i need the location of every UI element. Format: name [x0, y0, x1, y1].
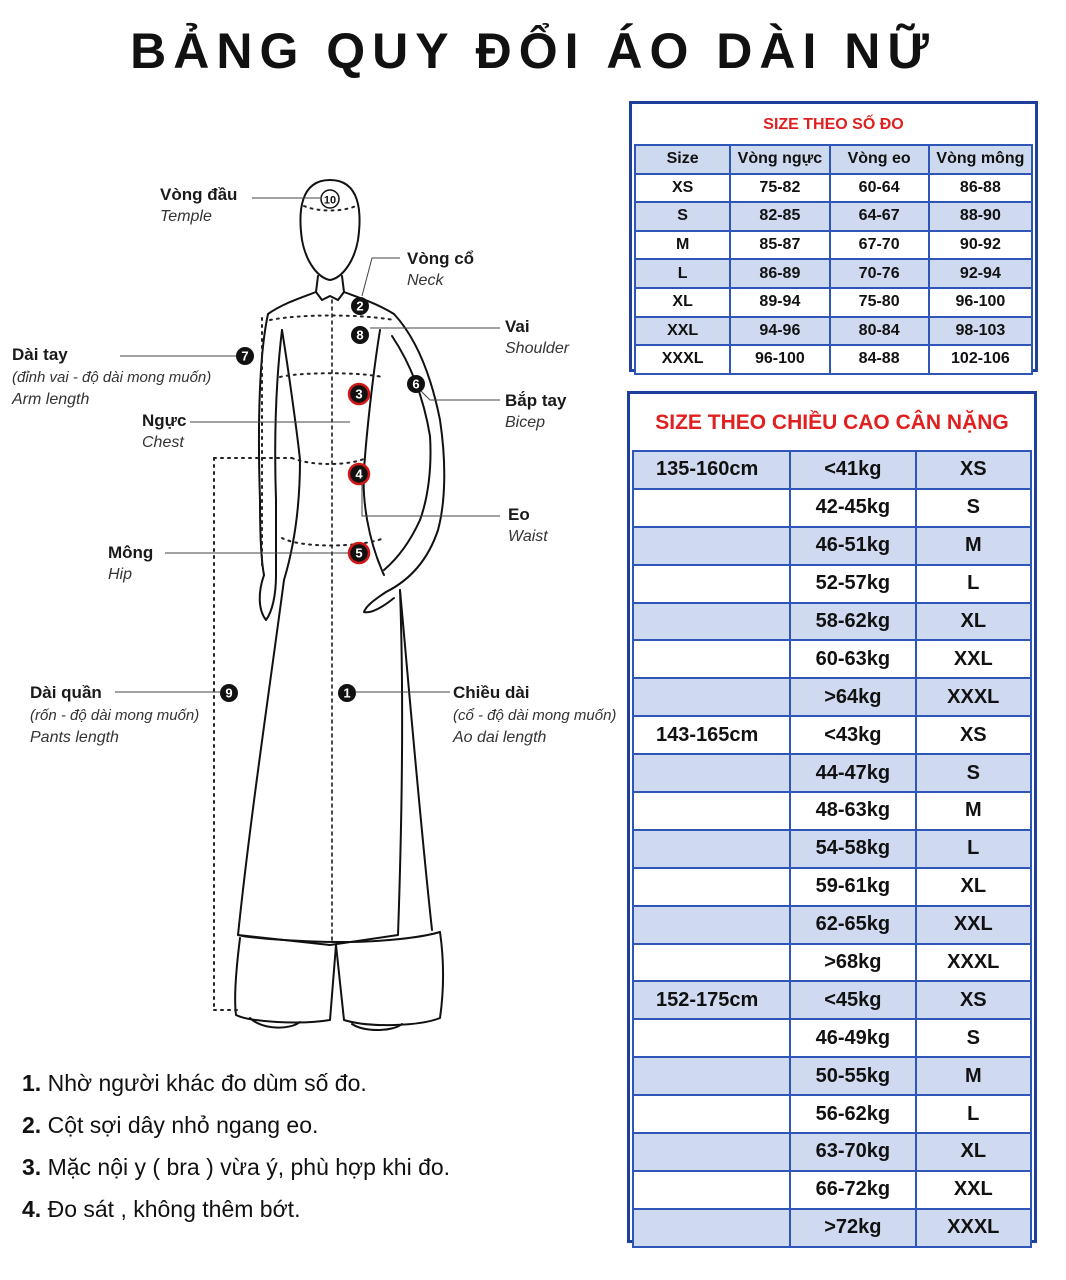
- instructions-list: [22, 1062, 612, 1230]
- header-waist: Vòng eo: [830, 145, 929, 174]
- svg-text:1: 1: [343, 685, 351, 701]
- table-cell: XL: [635, 288, 730, 317]
- table-row: [633, 640, 1031, 678]
- label-chest: Ngực Chest: [142, 411, 187, 451]
- svg-text:9: 9: [225, 685, 233, 701]
- instruction-item: 3. Mặc nội y ( bra ) vừa ý, phù hợp khi đo.: [22, 1154, 451, 1180]
- height-cell: [633, 1209, 790, 1247]
- instruction-item: 1. Nhờ người khác đo dùm số đo.: [22, 1070, 367, 1096]
- table-row: [633, 981, 1031, 1019]
- table-row: [633, 1209, 1031, 1247]
- weight-cell: 44-47kg: [790, 754, 915, 792]
- table-row: [635, 231, 1032, 260]
- instruction-item: 2. Cột sợi dây nhỏ ngang eo.: [22, 1112, 319, 1138]
- size-cell: XL: [916, 1133, 1031, 1171]
- svg-text:4: 4: [355, 466, 363, 482]
- svg-text:3: 3: [355, 386, 363, 402]
- table-row: [633, 1095, 1031, 1133]
- instruction-item: 4. Đo sát , không thêm bớt.: [22, 1196, 301, 1222]
- table-row: [635, 288, 1032, 317]
- size-cell: M: [916, 527, 1031, 565]
- table-row: [633, 565, 1031, 603]
- height-cell: 143-165cm: [633, 716, 790, 754]
- marker-4: [349, 464, 369, 484]
- table-cell: 84-88: [830, 345, 929, 374]
- marker-1: [338, 684, 356, 702]
- marker-2: [351, 297, 369, 315]
- weight-cell: 54-58kg: [790, 830, 915, 868]
- weight-cell: >64kg: [790, 678, 915, 716]
- table-row: [635, 174, 1032, 203]
- size-cell: M: [916, 792, 1031, 830]
- table-cell: 64-67: [830, 202, 929, 231]
- marker-5: [349, 543, 369, 563]
- size-cell: XL: [916, 868, 1031, 906]
- table-cell: 92-94: [929, 259, 1032, 288]
- label-shoulder: Vai Shoulder: [505, 317, 570, 357]
- table-row: [633, 451, 1031, 489]
- weight-cell: 46-51kg: [790, 527, 915, 565]
- table-row: [633, 527, 1031, 565]
- marker-9: [220, 684, 238, 702]
- header-chest: Vòng ngực: [730, 145, 829, 174]
- page-title: BẢNG QUY ĐỔI ÁO DÀI NỮ: [130, 23, 936, 79]
- size-cell: XS: [916, 716, 1031, 754]
- dress-figure-illustration: [0, 170, 630, 1040]
- size-cell: S: [916, 1019, 1031, 1057]
- label-hip: Mông Hip: [108, 543, 154, 583]
- weight-cell: 42-45kg: [790, 489, 915, 527]
- size-cell: XXL: [916, 640, 1031, 678]
- table-row: [633, 868, 1031, 906]
- size-cell: M: [916, 1057, 1031, 1095]
- header-hip: Vòng mông: [929, 145, 1032, 174]
- label-arm-length: Dài tay (đỉnh vai - độ dài mong muốn) Arm length: [12, 345, 212, 408]
- weight-cell: 63-70kg: [790, 1133, 915, 1171]
- table-cell: 67-70: [830, 231, 929, 260]
- label-temple: Vòng đầu Temple: [160, 185, 238, 225]
- table-row: [633, 830, 1031, 868]
- table-cell: 82-85: [730, 202, 829, 231]
- size-cell: XXXL: [916, 1209, 1031, 1247]
- weight-cell: 52-57kg: [790, 565, 915, 603]
- weight-cell: 46-49kg: [790, 1019, 915, 1057]
- weight-cell: >68kg: [790, 944, 915, 982]
- size-cell: XS: [916, 451, 1031, 489]
- label-waist: Eo Waist: [508, 505, 548, 545]
- weight-cell: 59-61kg: [790, 868, 915, 906]
- weight-cell: 62-65kg: [790, 906, 915, 944]
- table-cell: 89-94: [730, 288, 829, 317]
- table-cell: 90-92: [929, 231, 1032, 260]
- marker-7: [236, 347, 254, 365]
- header-size: Size: [635, 145, 730, 174]
- table-cell: 86-88: [929, 174, 1032, 203]
- table-row: [635, 345, 1032, 374]
- height-cell: [633, 1019, 790, 1057]
- size-cell: XXL: [916, 1171, 1031, 1209]
- table-cell: XS: [635, 174, 730, 203]
- height-cell: [633, 489, 790, 527]
- height-cell: [633, 944, 790, 982]
- weight-cell: <45kg: [790, 981, 915, 1019]
- height-cell: [633, 1057, 790, 1095]
- label-aodai-length: Chiều dài (cổ - độ dài mong muốn) Ao dai length: [453, 683, 617, 746]
- table-cell: 75-82: [730, 174, 829, 203]
- table-row: [633, 906, 1031, 944]
- marker-8: [351, 326, 369, 344]
- size-cell: XS: [916, 981, 1031, 1019]
- table-cell: 70-76: [830, 259, 929, 288]
- height-cell: [633, 565, 790, 603]
- size-cell: XXL: [916, 906, 1031, 944]
- table-cell: 96-100: [730, 345, 829, 374]
- height-cell: 152-175cm: [633, 981, 790, 1019]
- height-cell: [633, 830, 790, 868]
- table-row: [635, 202, 1032, 231]
- weight-cell: <43kg: [790, 716, 915, 754]
- size-by-measurement-table: [629, 101, 1038, 372]
- height-cell: [633, 1095, 790, 1133]
- size-cell: L: [916, 1095, 1031, 1133]
- table-cell: 98-103: [929, 317, 1032, 346]
- table-row: [635, 259, 1032, 288]
- weight-cell: 60-63kg: [790, 640, 915, 678]
- svg-text:5: 5: [355, 545, 363, 561]
- table-row: [633, 1057, 1031, 1095]
- table-cell: 86-89: [730, 259, 829, 288]
- marker-10: [321, 190, 339, 208]
- height-cell: [633, 527, 790, 565]
- table-row: [633, 603, 1031, 641]
- weight-cell: 50-55kg: [790, 1057, 915, 1095]
- weight-cell: 66-72kg: [790, 1171, 915, 1209]
- marker-6: [407, 375, 425, 393]
- weight-cell: <41kg: [790, 451, 915, 489]
- marker-3: [349, 384, 369, 404]
- table-row: [633, 1171, 1031, 1209]
- weight-cell: 48-63kg: [790, 792, 915, 830]
- table-cell: 75-80: [830, 288, 929, 317]
- size-cell: S: [916, 489, 1031, 527]
- table-cell: 102-106: [929, 345, 1032, 374]
- measurement-figure: [0, 170, 630, 1040]
- label-pants-length: Dài quần (rốn - độ dài mong muốn) Pants length: [30, 683, 200, 746]
- height-cell: [633, 792, 790, 830]
- height-cell: [633, 640, 790, 678]
- size-cell: XXXL: [916, 944, 1031, 982]
- svg-text:6: 6: [412, 376, 420, 392]
- table-title: SIZE THEO CHIỀU CAO CÂN NẶNG: [632, 396, 1032, 450]
- size-cell: XL: [916, 603, 1031, 641]
- height-cell: [633, 868, 790, 906]
- size-cell: S: [916, 754, 1031, 792]
- table-cell: 60-64: [830, 174, 929, 203]
- table-header-row: [635, 145, 1032, 174]
- svg-text:10: 10: [323, 194, 337, 207]
- height-cell: [633, 1171, 790, 1209]
- table-row: [633, 792, 1031, 830]
- table-cell: 96-100: [929, 288, 1032, 317]
- table-row: [633, 678, 1031, 716]
- label-neck: Vòng cổ Neck: [407, 249, 475, 289]
- table-cell: 94-96: [730, 317, 829, 346]
- table-cell: XXL: [635, 317, 730, 346]
- height-cell: [633, 906, 790, 944]
- size-cell: L: [916, 830, 1031, 868]
- table-cell: S: [635, 202, 730, 231]
- weight-cell: >72kg: [790, 1209, 915, 1247]
- table-row: [633, 489, 1031, 527]
- table-row: [633, 754, 1031, 792]
- weight-cell: 56-62kg: [790, 1095, 915, 1133]
- table-cell: 88-90: [929, 202, 1032, 231]
- svg-text:7: 7: [241, 348, 249, 364]
- svg-text:8: 8: [356, 327, 364, 343]
- table-row: [633, 944, 1031, 982]
- label-bicep: Bắp tay Bicep: [505, 391, 567, 431]
- size-by-height-weight-table: [627, 391, 1037, 1243]
- size-cell: XXXL: [916, 678, 1031, 716]
- table-cell: L: [635, 259, 730, 288]
- table-cell: 80-84: [830, 317, 929, 346]
- svg-text:2: 2: [356, 298, 364, 314]
- weight-cell: 58-62kg: [790, 603, 915, 641]
- height-cell: [633, 603, 790, 641]
- table-row: [633, 716, 1031, 754]
- height-cell: 135-160cm: [633, 451, 790, 489]
- table-title: SIZE THEO SỐ ĐO: [634, 106, 1033, 144]
- table-cell: 85-87: [730, 231, 829, 260]
- table-row: [633, 1019, 1031, 1057]
- size-cell: L: [916, 565, 1031, 603]
- height-cell: [633, 678, 790, 716]
- table-row: [635, 317, 1032, 346]
- height-cell: [633, 754, 790, 792]
- table-row: [633, 1133, 1031, 1171]
- table-cell: XXXL: [635, 345, 730, 374]
- height-cell: [633, 1133, 790, 1171]
- table-cell: M: [635, 231, 730, 260]
